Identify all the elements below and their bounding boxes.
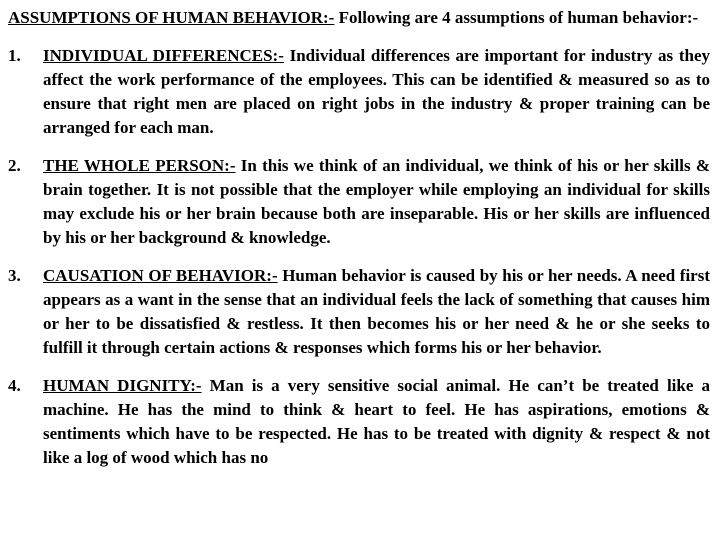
item-body xyxy=(43,44,710,140)
item-heading: INDIVIDUAL DIFFERENCES:- xyxy=(43,46,284,65)
item-number: 4. xyxy=(8,376,21,395)
item-number: 1. xyxy=(8,46,21,65)
item-text: Man is a very sensitive social animal. He can’t be treated like a machine. He has the mind to think & heart to feel. He has aspirations, emotions & sentiments which have to be respected. He has to be treated with dignity & respect & not like a log of wood which has no xyxy=(43,376,710,467)
item-body xyxy=(43,154,710,250)
item-text: In this we think of an individual, we think of his or her skills & brain together. It is not possible that the employer while employing an individual for skills may exclude his or her brain because both are inseparable. His or her skills are influenced by his or her background & knowledge. xyxy=(43,156,710,247)
assumption-item-human-dignity xyxy=(8,374,710,470)
intro-heading: ASSUMPTIONS OF HUMAN BEHAVIOR:- xyxy=(8,8,335,27)
item-number: 3. xyxy=(8,266,21,285)
assumption-item-whole-person xyxy=(8,154,710,250)
item-heading: CAUSATION OF BEHAVIOR:- xyxy=(43,266,278,285)
item-heading: THE WHOLE PERSON:- xyxy=(43,156,236,175)
intro-text: Following are 4 assumptions of human behavior:- xyxy=(334,8,699,27)
item-text: Individual differences are important for industry as they affect the work performance of the employees. This can be identified & measured so as to ensure that right men are placed on right jobs in the industry & proper training can be arranged for each man. xyxy=(43,46,711,137)
intro-paragraph xyxy=(8,6,710,30)
assumption-item-individual-differences xyxy=(8,44,710,140)
item-number: 2. xyxy=(8,156,21,175)
item-text: Human behavior is caused by his or her needs. A need first appears as a want in the sense that an individual feels the lack of something that causes him or her to be dissatisfied & restless. It then becomes his or her need & he or she seeks to fulfill it through certain actions & responses which forms his or her behavior. xyxy=(43,266,710,357)
item-body xyxy=(43,264,710,360)
item-heading: HUMAN DIGNITY:- xyxy=(43,376,202,395)
item-body xyxy=(43,374,710,470)
assumption-item-causation-of-behavior xyxy=(8,264,710,360)
